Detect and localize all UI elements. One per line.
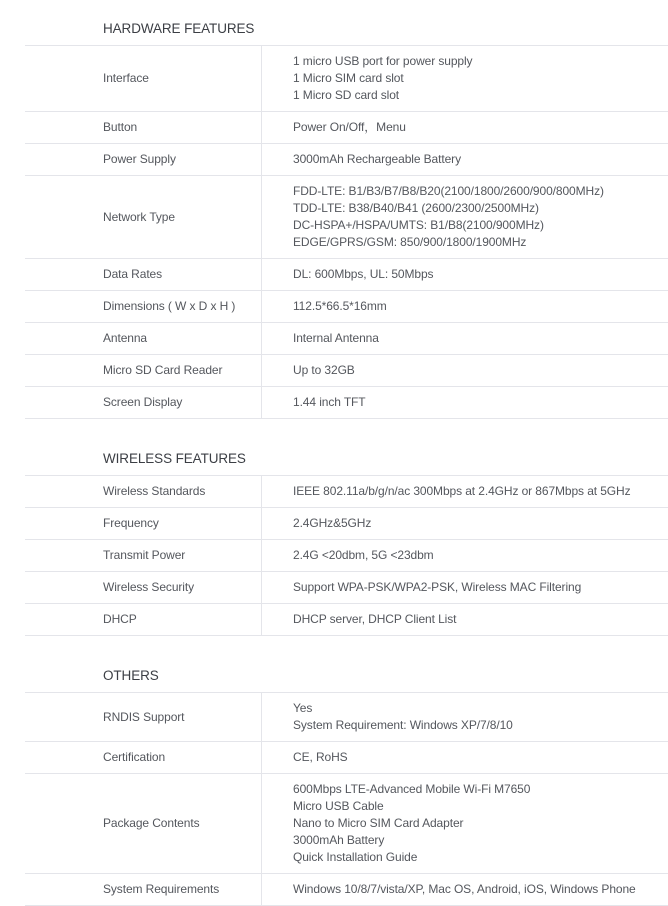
spec-value — [262, 112, 668, 143]
spec-value — [262, 355, 668, 386]
spec-row-frequency — [25, 508, 668, 540]
spec-row-network-type — [25, 176, 668, 259]
section-others — [0, 668, 668, 906]
spec-value — [262, 572, 668, 603]
spec-value-line: Internal Antenna — [293, 331, 379, 345]
spec-value-line: 600Mbps LTE-Advanced Mobile Wi-Fi M7650 — [293, 782, 531, 796]
spec-value-line: Nano to Micro SIM Card Adapter — [293, 816, 464, 830]
spec-value — [262, 774, 668, 873]
spec-value — [262, 693, 668, 741]
spec-value — [262, 387, 668, 418]
spec-label: Wireless Security — [25, 572, 262, 603]
section-title: WIRELESS FEATURES — [103, 451, 246, 466]
spec-label: Frequency — [25, 508, 262, 539]
spec-row-transmit-power — [25, 540, 668, 572]
spec-value-line: 1.44 inch TFT — [293, 395, 366, 409]
spec-value — [262, 323, 668, 354]
spec-value — [262, 874, 668, 905]
spec-value-line: System Requirement: Windows XP/7/8/10 — [293, 718, 513, 732]
spec-row-wireless-security — [25, 572, 668, 604]
spec-label: Wireless Standards — [25, 476, 262, 507]
spec-row-rndis-support — [25, 693, 668, 742]
spec-value-line: CE, RoHS — [293, 750, 348, 764]
spec-label: Screen Display — [25, 387, 262, 418]
spec-label: DHCP — [25, 604, 262, 635]
spec-value-line: DC-HSPA+/HSPA/UMTS: B1/B8(2100/900MHz) — [293, 218, 544, 232]
spec-value-line: Quick Installation Guide — [293, 850, 418, 864]
spec-row-dhcp — [25, 604, 668, 636]
spec-table — [25, 692, 668, 906]
spec-label: Network Type — [25, 176, 262, 258]
spec-value-line: EDGE/GPRS/GSM: 850/900/1800/1900MHz — [293, 235, 527, 249]
spec-value-line: Yes — [293, 701, 313, 715]
spec-label: RNDIS Support — [25, 693, 262, 741]
spec-value-line: Up to 32GB — [293, 363, 355, 377]
spec-value — [262, 291, 668, 322]
spec-value — [262, 46, 668, 111]
spec-label: Power Supply — [25, 144, 262, 175]
spec-label: Transmit Power — [25, 540, 262, 571]
spec-value-line: 2.4GHz&5GHz — [293, 516, 372, 530]
spec-value-line: Micro USB Cable — [293, 799, 384, 813]
spec-value-line: 1 Micro SD card slot — [293, 88, 400, 102]
spec-label: System Requirements — [25, 874, 262, 905]
spec-value-line: DL: 600Mbps, UL: 50Mbps — [293, 267, 434, 281]
spec-value — [262, 742, 668, 773]
spec-value — [262, 176, 668, 258]
spec-row-screen-display — [25, 387, 668, 419]
spec-value-line: Windows 10/8/7/vista/XP, Mac OS, Android, iOS, Windows Phone — [293, 882, 636, 896]
spec-value-line: 112.5*66.5*16mm — [293, 299, 387, 313]
section-title: OTHERS — [103, 668, 159, 683]
spec-value-line: IEEE 802.11a/b/g/n/ac 300Mbps at 2.4GHz or 867Mbps at 5GHz — [293, 484, 631, 498]
spec-row-package-contents — [25, 774, 668, 874]
spec-row-system-requirements — [25, 874, 668, 906]
spec-value-line: DHCP server, DHCP Client List — [293, 612, 457, 626]
spec-row-data-rates — [25, 259, 668, 291]
spec-value-line: 1 Micro SIM card slot — [293, 71, 404, 85]
spec-row-button — [25, 112, 668, 144]
spec-table — [25, 475, 668, 636]
spec-label: Micro SD Card Reader — [25, 355, 262, 386]
section-hardware-features — [0, 21, 668, 419]
spec-value-line: FDD-LTE: B1/B3/B7/B8/B20(2100/1800/2600/900/800MHz) — [293, 184, 604, 198]
spec-label: Certification — [25, 742, 262, 773]
spec-row-micro-sd-card-reader — [25, 355, 668, 387]
section-title: HARDWARE FEATURES — [103, 21, 255, 36]
spec-value — [262, 259, 668, 290]
spec-label: Button — [25, 112, 262, 143]
spec-row-certification — [25, 742, 668, 774]
spec-row-interface — [25, 46, 668, 112]
spec-value-line: 2.4G <20dbm, 5G <23dbm — [293, 548, 434, 562]
spec-label: Data Rates — [25, 259, 262, 290]
spec-row-wireless-standards — [25, 476, 668, 508]
spec-row-dimensions — [25, 291, 668, 323]
spec-value-line: 3000mAh Rechargeable Battery — [293, 152, 461, 166]
spec-label: Dimensions ( W x D x H ) — [25, 291, 262, 322]
spec-value-line: Power On/Off，Menu — [293, 120, 406, 134]
spec-value — [262, 144, 668, 175]
spec-value — [262, 540, 668, 571]
section-wireless-features — [0, 451, 668, 636]
spec-value-line: 3000mAh Battery — [293, 833, 385, 847]
spec-value — [262, 476, 668, 507]
spec-value-line: 1 micro USB port for power supply — [293, 54, 473, 68]
spec-row-power-supply — [25, 144, 668, 176]
spec-table — [25, 45, 668, 419]
spec-label: Package Contents — [25, 774, 262, 873]
spec-value-line: TDD-LTE: B38/B40/B41 (2600/2300/2500MHz) — [293, 201, 539, 215]
spec-value — [262, 508, 668, 539]
spec-row-antenna — [25, 323, 668, 355]
spec-value — [262, 604, 668, 635]
spec-label: Antenna — [25, 323, 262, 354]
spec-value-line: Support WPA-PSK/WPA2-PSK, Wireless MAC Filtering — [293, 580, 582, 594]
spec-label: Interface — [25, 46, 262, 111]
